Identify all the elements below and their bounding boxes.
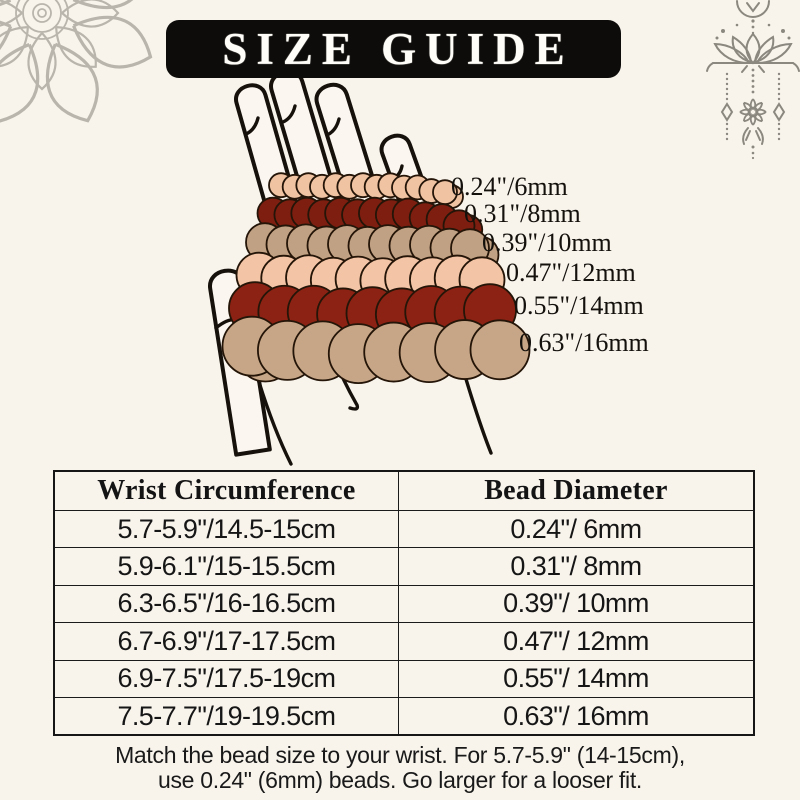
ornament-stroke <box>747 34 760 63</box>
ornament-dot <box>752 91 755 94</box>
ornament-dot <box>726 93 728 95</box>
ornament-dot <box>768 24 771 27</box>
ornament-dot <box>726 128 728 130</box>
ornament-dot <box>778 78 780 80</box>
fit-note <box>0 743 800 792</box>
ornament-dot <box>788 37 791 40</box>
header-wrist-circumference: Wrist Circumference <box>54 471 398 511</box>
ornament-dot <box>726 88 728 90</box>
wrist-cell: 5.9-6.1"/15-15.5cm <box>54 548 398 585</box>
ornament-dot <box>726 138 728 140</box>
ornament-dot <box>721 29 725 33</box>
fit-note-line2: use 0.24" (6mm) beads. Go larger for a looser fit. <box>157 766 643 793</box>
ornament-dot <box>778 138 780 140</box>
mandala-petal <box>28 33 55 89</box>
bead-cell: 0.39"/ 10mm <box>398 585 754 622</box>
wrist-cell: 6.9-7.5"/17.5-19cm <box>54 660 398 697</box>
ornament-dot <box>726 98 728 100</box>
ornament-stroke <box>759 66 764 72</box>
ornament-dot <box>752 80 755 83</box>
header-bead-diameter: Bead Diameter <box>398 471 754 511</box>
ornament-dot <box>778 128 780 130</box>
ornament-dot <box>778 98 780 100</box>
wrist-cell: 7.5-7.7"/19-19.5cm <box>54 697 398 735</box>
ornament-stroke <box>737 1 769 17</box>
ornament-dot <box>726 133 728 135</box>
ornament-dot <box>752 152 755 155</box>
page-title: SIZE GUIDE <box>222 24 574 74</box>
ornament-dot <box>781 29 785 33</box>
bead-size-label-12mm: 0.47"/12mm <box>506 258 636 287</box>
bead-size-label-8mm: 0.31"/8mm <box>464 199 581 228</box>
table-row <box>54 585 754 622</box>
ornament-stroke <box>707 63 713 71</box>
ornament-dot <box>778 133 780 135</box>
ornament-dot <box>751 19 754 22</box>
ornament-dot <box>726 123 728 125</box>
size-table <box>53 470 755 736</box>
lotus-ornament-icon <box>707 1 799 159</box>
ornament-dot <box>778 88 780 90</box>
mandala-petal <box>65 4 160 79</box>
ornament-dot <box>716 37 719 40</box>
table-row <box>54 511 754 548</box>
mandala-ring <box>33 4 51 22</box>
ornament-stroke <box>746 131 750 140</box>
bead-cell: 0.47"/ 12mm <box>398 623 754 660</box>
ornament-dot <box>752 74 755 77</box>
ornament-dot <box>726 78 728 80</box>
ornament-dot <box>752 69 755 72</box>
mandala-petal <box>33 35 109 130</box>
title-banner <box>166 20 621 78</box>
ornament-dot <box>752 32 754 34</box>
ornament-dot <box>752 26 755 29</box>
ornament-dot <box>736 24 739 27</box>
table-row <box>54 660 754 697</box>
bead-size-label-6mm: 0.24"/6mm <box>451 172 568 201</box>
bead-cell: 0.31"/ 8mm <box>398 548 754 585</box>
bead-cell: 0.55"/ 14mm <box>398 660 754 697</box>
bead-size-label-10mm: 0.39"/10mm <box>482 228 612 257</box>
bead-cell: 0.24"/ 6mm <box>398 511 754 548</box>
ornament-stroke <box>742 66 747 72</box>
ornament-dot <box>778 123 780 125</box>
ornament-dot <box>752 146 755 149</box>
wrist-cell: 6.7-6.9"/17-17.5cm <box>54 623 398 660</box>
mandala-petal <box>0 36 51 131</box>
ornament-stroke <box>747 3 759 11</box>
ornament-dot <box>778 93 780 95</box>
bead-cell: 0.63"/ 16mm <box>398 697 754 735</box>
table-header-row <box>54 471 754 511</box>
ornament-dot <box>726 83 728 85</box>
mandala-ring <box>38 9 46 17</box>
mandala-flower-icon <box>0 0 159 130</box>
table-row <box>54 548 754 585</box>
ornament-dot <box>726 73 728 75</box>
table-row <box>54 623 754 660</box>
fit-note-line1: Match the bead size to your wrist. For 5.7-5.9" (14-15cm), <box>115 742 685 768</box>
wrist-cell: 6.3-6.5"/16-16.5cm <box>54 585 398 622</box>
ornament-stroke <box>722 104 732 120</box>
ornament-stroke <box>774 104 784 120</box>
wrist-cell: 5.7-5.9"/14.5-15cm <box>54 511 398 548</box>
ornament-dot <box>752 157 754 159</box>
table-row <box>54 697 754 735</box>
bead-size-label-16mm: 0.63"/16mm <box>519 328 649 357</box>
ornament-stroke <box>756 131 760 140</box>
ornament-dot <box>778 83 780 85</box>
ornament-dot <box>752 85 755 88</box>
ornament-dot <box>778 73 780 75</box>
bead-size-label-14mm: 0.55"/14mm <box>514 291 644 320</box>
ornament-stroke <box>793 63 799 71</box>
